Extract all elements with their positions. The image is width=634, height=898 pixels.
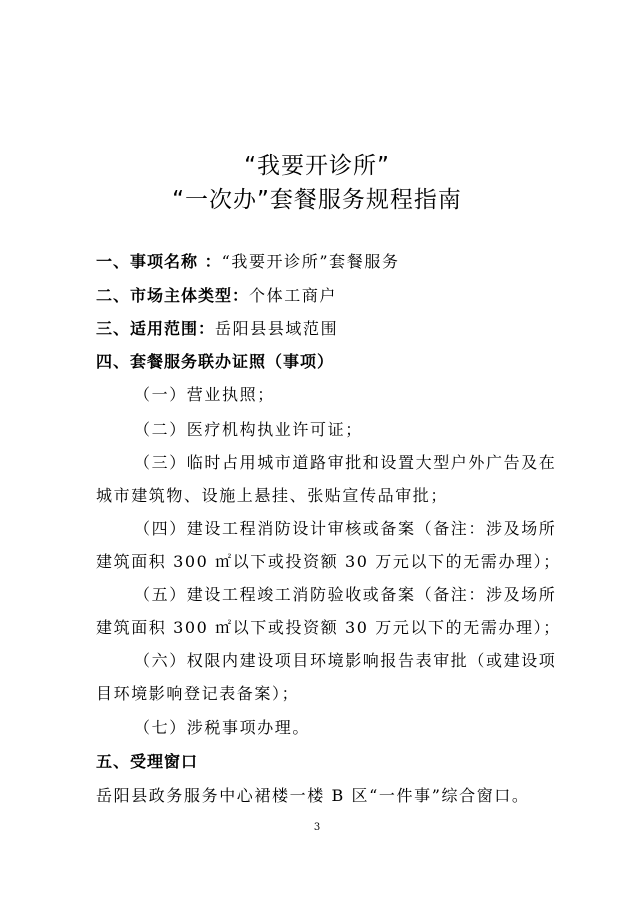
title-line-1: “我要开诊所” bbox=[244, 153, 390, 179]
section-3-text: 岳阳县县域范围 bbox=[215, 319, 339, 338]
section-3-heading: 三、适用范围： bbox=[96, 319, 216, 338]
section-3 bbox=[96, 319, 556, 339]
item-6-line-2: 目环境影响登记表备案）； bbox=[96, 684, 300, 703]
item-7: （七）涉税事项办理。 bbox=[134, 718, 311, 737]
section-1 bbox=[96, 252, 556, 272]
item-4-line-2: 建筑面积 300 ㎡以下或投资额 30 万元以下的无需办理）； bbox=[96, 552, 561, 571]
item-5-line-1: （五）建设工程竣工消防验收或备案（备注：涉及场所 bbox=[134, 585, 557, 604]
section-1-text: “我要开诊所”套餐服务 bbox=[221, 252, 400, 271]
item-6-line-1: （六）权限内建设项目环境影响报告表审批（或建设项 bbox=[134, 651, 557, 670]
title-line-2: “一次办”套餐服务规程指南 bbox=[172, 187, 462, 213]
item-2: （二）医疗机构执业许可证； bbox=[134, 420, 363, 439]
item-3-line-1: （三）临时占用城市道路审批和设置大型户外广告及在 bbox=[134, 453, 557, 472]
section-1-heading: 一、事项名称 ： bbox=[96, 252, 222, 271]
item-3-line-2: 城市建筑物、设施上悬挂、张贴宣传品审批； bbox=[96, 486, 449, 505]
section-5 bbox=[96, 752, 556, 772]
item-5-line-2: 建筑面积 300 ㎡以下或投资额 30 万元以下的无需办理）； bbox=[96, 618, 561, 637]
section-2-text: 个体工商户 bbox=[249, 286, 338, 305]
page-number: 3 bbox=[313, 822, 321, 833]
item-1: （一）营业执照； bbox=[134, 385, 275, 404]
item-4-line-1: （四）建设工程消防设计审核或备案（备注：涉及场所 bbox=[134, 519, 557, 538]
section-2-heading: 二、市场主体类型： bbox=[96, 286, 250, 305]
section-5-text: 岳阳县政务服务中心裙楼一楼 B 区“一件事”综合窗口。 bbox=[96, 786, 530, 805]
section-2 bbox=[96, 286, 556, 306]
section-5-heading: 五、受理窗口 bbox=[96, 752, 199, 771]
section-4 bbox=[96, 352, 556, 372]
section-4-heading: 四、套餐服务联办证照（事项） bbox=[96, 352, 335, 371]
